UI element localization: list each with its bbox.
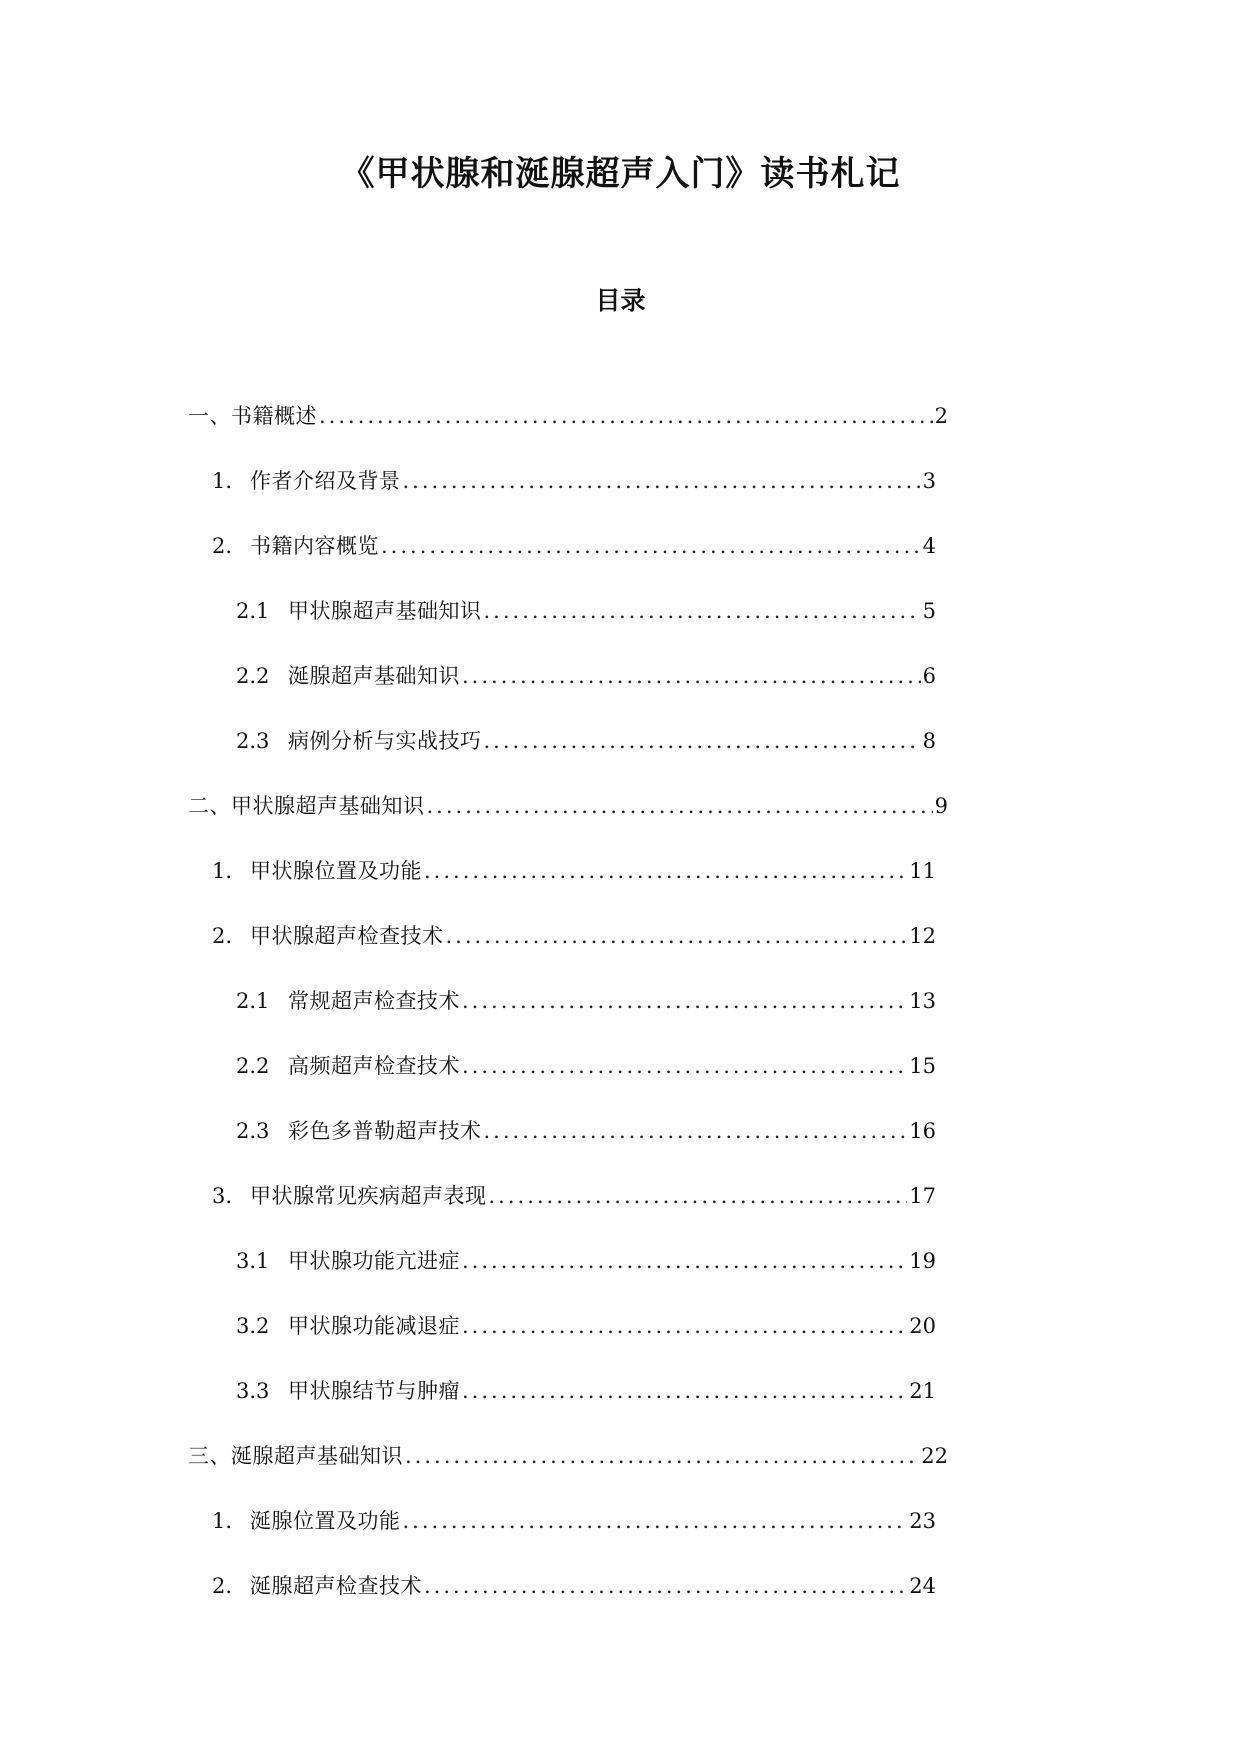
toc-entry-page: 6	[922, 663, 936, 688]
toc-entry-number: 2.	[212, 533, 233, 558]
toc-entry-label: 甲状腺超声基础知识	[288, 598, 482, 623]
toc-entry-page: 24	[909, 1573, 936, 1598]
toc-entry-number: 2.1	[236, 988, 270, 1013]
toc-entry-page: 13	[909, 988, 936, 1013]
dot-leader	[484, 729, 921, 753]
toc-entry-label: 甲状腺超声检查技术	[250, 923, 444, 948]
toc-entry-page: 9	[934, 793, 948, 818]
toc-entry-label: 涎腺超声检查技术	[250, 1573, 422, 1598]
toc-entry-label: 甲状腺结节与肿瘤	[288, 1378, 460, 1403]
toc-entry-page: 16	[909, 1118, 936, 1143]
toc-entry-page: 3	[922, 468, 936, 493]
toc-entry-page: 17	[909, 1183, 936, 1208]
toc-entry[interactable]	[0, 707, 1241, 772]
dot-leader	[403, 1509, 908, 1533]
toc-entry-label: 甲状腺位置及功能	[250, 858, 422, 883]
toc-entry[interactable]	[0, 382, 1241, 447]
toc-entry-page: 11	[909, 858, 936, 883]
toc-entry-label: 一、书籍概述	[188, 403, 317, 428]
toc-entry-label: 二、甲状腺超声基础知识	[188, 793, 425, 818]
toc-entry[interactable]	[0, 1097, 1241, 1162]
dot-leader	[319, 404, 933, 428]
toc-entry[interactable]	[0, 772, 1241, 837]
toc-entry[interactable]	[0, 902, 1241, 967]
toc-entry[interactable]	[0, 577, 1241, 642]
toc-entry[interactable]	[0, 447, 1241, 512]
dot-leader	[484, 1119, 908, 1143]
toc-entry[interactable]	[0, 1292, 1241, 1357]
toc-entry-number: 3.3	[236, 1378, 270, 1403]
toc-entry[interactable]	[0, 642, 1241, 707]
toc-entry-number: 2.3	[236, 728, 270, 753]
dot-leader	[381, 534, 921, 558]
toc-entry[interactable]	[0, 1422, 1241, 1487]
dot-leader	[489, 1184, 908, 1208]
toc-entry[interactable]	[0, 1552, 1241, 1617]
toc-entry-page: 23	[909, 1508, 936, 1533]
dot-leader	[427, 794, 933, 818]
toc-entry-label: 高频超声检查技术	[288, 1053, 460, 1078]
dot-leader	[462, 1314, 907, 1338]
dot-leader	[462, 1379, 907, 1403]
document-title: 《甲状腺和涎腺超声入门》读书札记	[340, 154, 901, 194]
toc-entry-page: 19	[909, 1248, 936, 1273]
toc-entry-number: 2.1	[236, 598, 270, 623]
dot-leader	[424, 859, 907, 883]
toc-entry-label: 彩色多普勒超声技术	[288, 1118, 482, 1143]
toc-entry-number: 2.2	[236, 1053, 270, 1078]
toc-entry-label: 涎腺超声基础知识	[288, 663, 460, 688]
dot-leader	[446, 924, 908, 948]
toc-heading: 目录	[595, 286, 646, 315]
toc-entry-number: 3.	[212, 1183, 233, 1208]
toc-entry[interactable]	[0, 512, 1241, 577]
dot-leader	[405, 1444, 919, 1468]
toc-entry[interactable]	[0, 837, 1241, 902]
toc-entry-page: 4	[922, 533, 936, 558]
toc-entry-label: 甲状腺常见疾病超声表现	[250, 1183, 487, 1208]
toc-entry-label: 常规超声检查技术	[288, 988, 460, 1013]
toc-entry-page: 15	[909, 1053, 936, 1078]
toc-entry-page: 20	[909, 1313, 936, 1338]
toc-entry-number: 3.1	[236, 1248, 270, 1273]
dot-leader	[462, 1054, 907, 1078]
toc-entry-number: 2.3	[236, 1118, 270, 1143]
toc-entry[interactable]	[0, 967, 1241, 1032]
table-of-contents	[0, 382, 1241, 1617]
dot-leader	[484, 599, 921, 623]
toc-entry-page: 2	[934, 403, 948, 428]
toc-entry[interactable]	[0, 1227, 1241, 1292]
toc-entry-label: 书籍内容概览	[250, 533, 379, 558]
toc-entry-number: 1.	[212, 858, 233, 883]
toc-entry-label: 涎腺位置及功能	[250, 1508, 401, 1533]
toc-entry-page: 21	[909, 1378, 936, 1403]
toc-entry-label: 作者介绍及背景	[250, 468, 401, 493]
toc-entry-page: 12	[909, 923, 936, 948]
dot-leader	[462, 1249, 907, 1273]
dot-leader	[462, 664, 921, 688]
toc-entry-label: 甲状腺功能减退症	[288, 1313, 460, 1338]
dot-leader	[462, 989, 907, 1013]
toc-entry[interactable]	[0, 1162, 1241, 1227]
toc-entry[interactable]	[0, 1032, 1241, 1097]
toc-entry[interactable]	[0, 1357, 1241, 1422]
toc-entry-number: 1.	[212, 1508, 233, 1533]
toc-entry-page: 8	[922, 728, 936, 753]
toc-entry-label: 甲状腺功能亢进症	[288, 1248, 460, 1273]
toc-entry-number: 1.	[212, 468, 233, 493]
dot-leader	[403, 469, 921, 493]
toc-entry-number: 2.	[212, 1573, 233, 1598]
toc-entry-page: 5	[922, 598, 936, 623]
toc-entry-number: 3.2	[236, 1313, 270, 1338]
toc-entry[interactable]	[0, 1487, 1241, 1552]
toc-entry-label: 三、涎腺超声基础知识	[188, 1443, 403, 1468]
toc-entry-number: 2.	[212, 923, 233, 948]
toc-entry-number: 2.2	[236, 663, 270, 688]
dot-leader	[424, 1574, 907, 1598]
toc-entry-label: 病例分析与实战技巧	[288, 728, 482, 753]
toc-entry-page: 22	[921, 1443, 948, 1468]
